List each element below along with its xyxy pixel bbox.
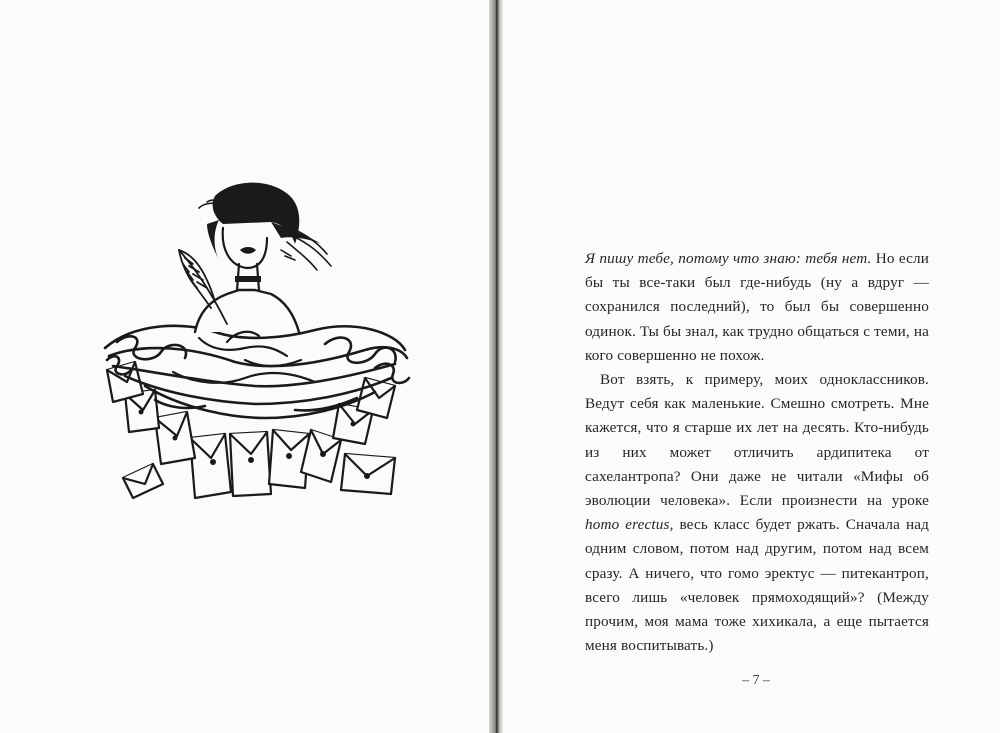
girl-with-quill-among-letters-illustration [95,172,415,524]
italic-lead: Я пишу тебе, потому что знаю: тебя нет. [585,250,872,267]
paragraph-2 [585,368,929,658]
book-gutter [489,0,503,733]
paragraph-2-text-a: Вот взять, к примеру, моих одноклассников. Ведут себя как маленькие. Смешно смотреть. Мне кажется, что я старше их лет на десять. Кто-нибудь из них может отличить ардипитека от сахелантропа? Они даже не читали «Мифы об эволюции человека». Если произнести на уроке [585,371,929,510]
paragraph-1-text: Но если бы ты все-таки был где-нибудь (ну а вдруг — сохранился последний), то был бы совершенно одинок. Ты бы знал, как трудно общаться с теми, на кого совершенно не похож. [585,250,929,364]
paragraph-2-text-b: , весь класс будет ржать. Сначала над одним словом, потом над другим, потом над всем сразу. А ничего, что гомо эректус — питекантроп, всего лишь «человек прямоходящий»? (Между прочим, моя мама тоже хихикала, а еще пытается меня воспитывать.) [585,516,929,655]
latin-term: homo erectus [585,516,670,534]
page-number: – 7 – [742,673,770,688]
paragraph-1 [585,247,929,368]
left-page [0,0,489,733]
right-page [503,0,1000,733]
page-text [585,247,929,658]
